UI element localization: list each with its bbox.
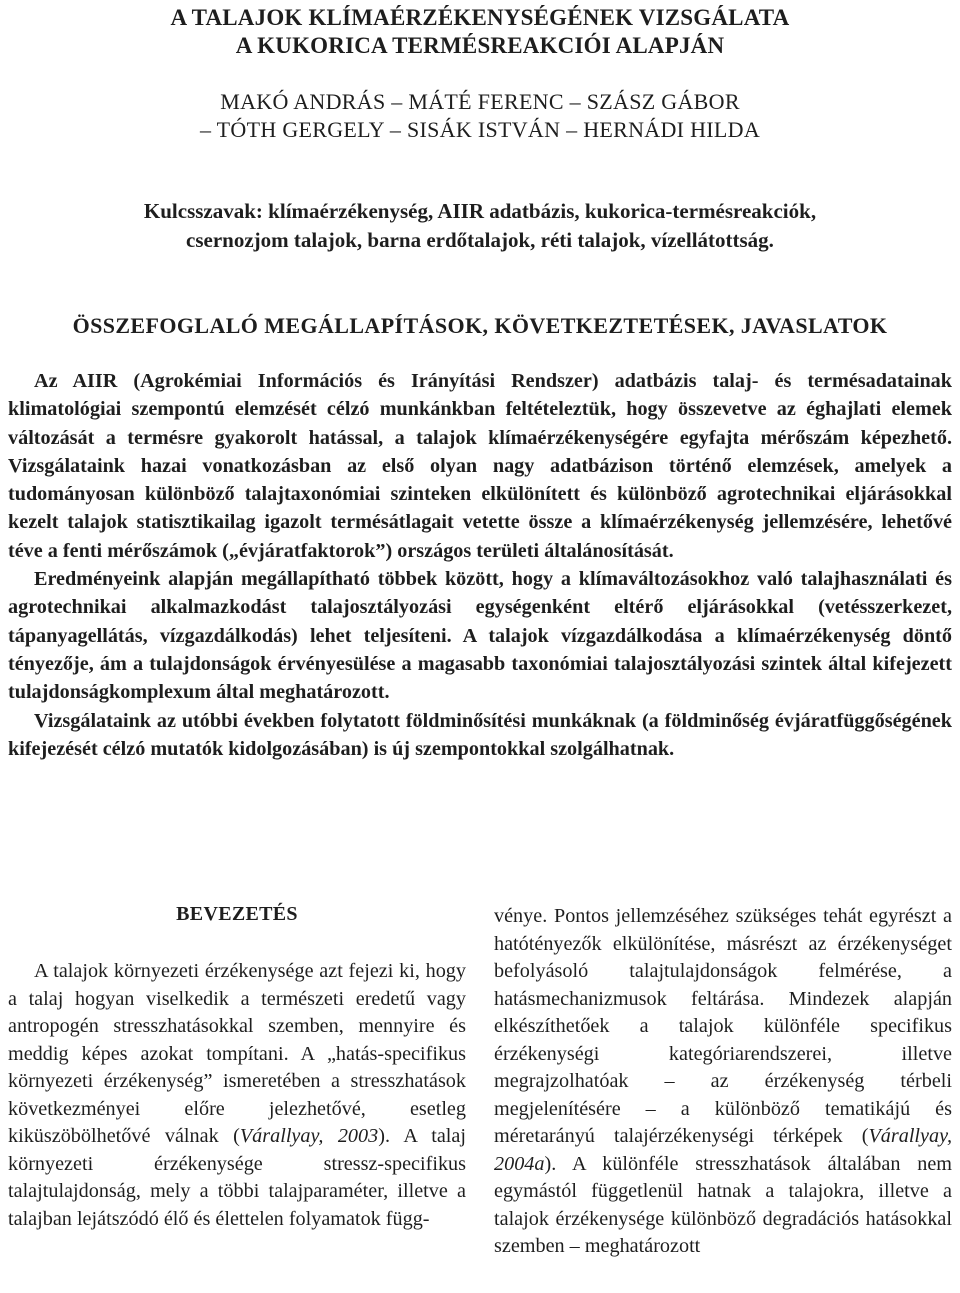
summary-paragraph-1: Az AIIR (Agrokémiai Információs és Irányítási Rendszer) adatbázis talaj- és termésadatainak klimatológiai szempontú elemzését célzó munkánkban feltételeztük, hogy összevetve az éghajlati elemek változását a termésre gyakorolt hatással, a talajok klímaérzékenységére egyfajta mérőszám képezhető. Vizsgálataink hazai vonatkozásban az első olyan nagy adatbázison történő elemzések, amelyek a tudományosan különböző talajtaxonómiai szinteken elkülönített és különböző agrotechnikai eljárásokkal kezelt talajok statisztikailag igazolt termésátlagait vetette össze a klímaérzékenység jellemzésére, lehetővé téve a fenti mérőszámok („évjáratfaktorok”) országos területi általánosítását. bbox=[8, 370, 952, 562]
right-text-1: vénye. Pontos jellemzéséhez szükséges tehát egyrészt a hatótényezők elkülönítése, másrészt az érzékenységet befolyásoló talajtulajdonságok felmérése, a hatásmechanizmusok feltárása. Mindezek alapján elkészíthetőek a talajok különféle specifikus érzékenységi kategóriarendszerei, illetve megrajzolhatóak – az érzékenység térbeli megjelenítésére – a különböző tematikájú és méretarányú talajérzékenységi térképek ( bbox=[494, 905, 952, 1147]
left-text-2: ). A talaj környezeti érzékenysége stressz-specifikus talajtulajdonság, mely a többi talajparaméter, illetve a talajban lejátszódó élő és élettelen folyamatok függ- bbox=[8, 1125, 466, 1230]
left-column bbox=[8, 958, 466, 1233]
summary-paragraph-3: Vizsgálataink az utóbbi években folytatott földminősítési munkáknak (a földminőség évjáratfüggőségének kifejezését célzó mutatók kidolgozásában) is új szempontokkal szolgálhatnak. bbox=[8, 709, 952, 760]
summary-heading: ÖSSZEFOGLALÓ MEGÁLLAPÍTÁSOK, KÖVETKEZTETÉSEK, JAVASLATOK bbox=[72, 313, 888, 338]
citation-varallyay-2004a: Várallyay, 2004a bbox=[494, 1125, 952, 1175]
keywords-line-1: Kulcsszavak: klímaérzékenység, AIIR adatbázis, kukorica-termésreakciók, bbox=[143, 199, 817, 223]
introduction-paragraph-right bbox=[494, 903, 952, 1261]
introduction-heading: BEVEZETÉS bbox=[176, 903, 298, 925]
summary-body bbox=[8, 367, 952, 763]
citation-varallyay-2003: Várallyay, 2003 bbox=[239, 1125, 379, 1147]
keywords-line-2: csernozjom talajok, barna erdőtalajok, réti talajok, vízellátottság. bbox=[186, 228, 774, 252]
authors-line-2: – TÓTH GERGELY – SISÁK ISTVÁN – HERNÁDI HILDA bbox=[199, 117, 761, 142]
authors-line-1: MAKÓ ANDRÁS – MÁTÉ FERENC – SZÁSZ GÁBOR bbox=[220, 89, 740, 114]
left-text-1: A talajok környezeti érzékenysége azt fejezi ki, hogy a talaj hogyan viselkedik a természeti eredetű vagy antropogén stresszhatásokkal szemben, mennyire és meddig képes azokat tompítani. A „hatás-specifikus környezeti érzékenység” ismeretében a stresszhatások következményei előre jelezhetővé, esetleg kiküszöbölhetővé válnak ( bbox=[8, 960, 466, 1147]
introduction-paragraph-left bbox=[8, 958, 466, 1233]
right-text-2: ). A különféle stresszhatások általában nem egymástól függetlenül hatnak a talajokra, illetve a talajok érzékenysége különböző degradációs hatásokkal szemben – meghatározott bbox=[494, 1152, 952, 1257]
title-line-1: A TALAJOK KLÍMAÉRZÉKENYSÉGÉNEK VIZSGÁLATA bbox=[170, 5, 790, 30]
title-line-2: A KUKORICA TERMÉSREAKCIÓI ALAPJÁN bbox=[235, 33, 725, 58]
right-column bbox=[494, 903, 952, 1261]
summary-paragraph-2: Eredményeink alapján megállapítható többek között, hogy a klímaváltozásokhoz való talajhasználati és agrotechnikai alkalmazkodást talajosztályozási egységenként eltérő eljárásokkal (vetésszerkezet, tápanyagellátás, vízgazdálkodás) lehet teljesíteni. A talajok vízgazdálkodása a klímaérzékenység döntő tényezője, ám a tulajdonságok érvényesülése a magasabb taxonómiai talajosztályozási szintek által kifejezett tulajdonságkomplexum által meghatározott. bbox=[8, 568, 952, 704]
